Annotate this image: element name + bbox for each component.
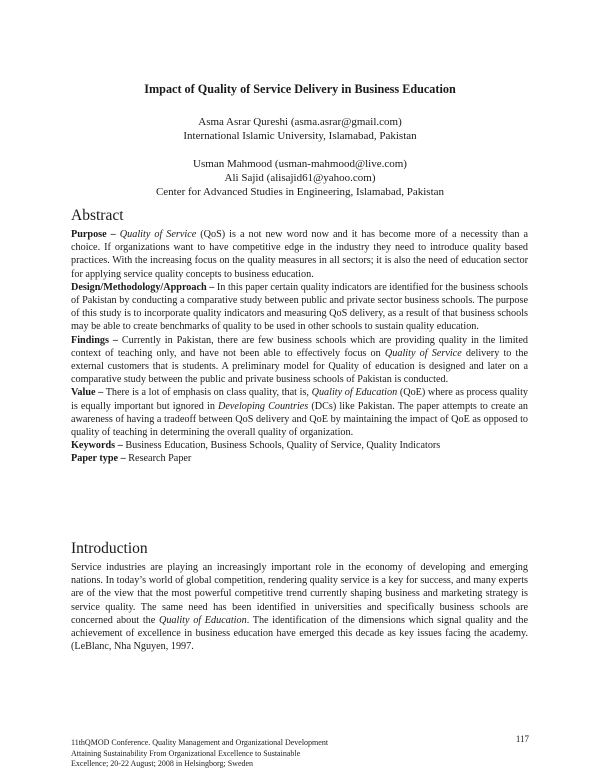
author-2: Usman Mahmood (usman-mahmood@live.com): [193, 158, 407, 170]
introduction-heading: Introduction: [71, 540, 148, 557]
affiliation-2: Center for Advanced Studies in Engineering, Islamabad, Pakistan: [155, 186, 445, 198]
introduction-body: [71, 561, 528, 653]
abstract-value: Value – There is a lot of emphasis on class quality, that is, Quality of Education (QoE) where as process quality is equally important but ignored in Developing Countries (DCs) like Pakistan. The paper attempts to create an awareness of having a tradeoff between QoS delivery and QoE by maintaining the impact of QoE as opposed to quality of teaching in determining the overall quality of organization.: [71, 387, 529, 439]
author-1: Asma Asrar Qureshi (asma.asrar@gmail.com): [198, 116, 402, 128]
abstract-heading: Abstract: [71, 207, 124, 224]
abstract-paper-type: Paper type – Research Paper: [71, 453, 192, 465]
abstract-keywords: Keywords – Business Education, Business Schools, Quality of Service, Quality Indicators: [71, 440, 441, 452]
affiliation-1: International Islamic University, Islamabad, Pakistan: [183, 130, 417, 142]
introduction-paragraph: Service industries are playing an increasingly important role in the economy of developing and emerging nations. In today’s world of global competition, rendering quality service is a key for success, and many experts are of the view that the most powerful competitive trend currently shaping business and marketing strategy is service quality. The same need has been identified in universities and specifically business schools are concerned about the Quality of Education. The identification of the dimensions which signal quality and the achievement of excellence in business education have emerged this decade as key issues facing the academy. (LeBlanc, Nha Nguyen, 1997.: [71, 562, 528, 653]
footer: [71, 738, 431, 770]
paper-title: Impact of Quality of Service Delivery in Business Education: [144, 82, 456, 96]
author-3: Ali Sajid (alisajid61@yahoo.com): [224, 172, 376, 184]
footer-line-3: Excellence; 20-22 August; 2008 in Helsingborg; Sweden: [71, 759, 254, 768]
footer-line-2: Attaining Sustainability From Organizational Excellence to Sustainable: [71, 748, 301, 758]
author-block: [72, 115, 528, 199]
abstract-body: [71, 228, 528, 466]
abstract-purpose: Purpose – Quality of Service (QoS) is a not new word now and it has become more of a necessity than a choice. If organizations want to have competitive edge in the industry they need to introduce quality based practices. With the increasing focus on the quality measures in all sectors; it is also the need of education sector for applying service quality concepts to business education.: [71, 229, 528, 280]
abstract-design: Design/Methodology/Approach – In this paper certain quality indicators are identified for the business schools of Pakistan by conducting a comparative study between public and private sector business schools. The purpose of this study is to incorporate quality indicators and measuring QoS delivery, as a result of that business schools may be able to create benchmarks of quality to be used in other schools to sustain quality education.: [71, 281, 529, 333]
abstract-findings: Findings – Currently in Pakistan, there are few business schools which are providing quality in the limited context of teaching only, and have not been able to effectively focus on Quality of Service delivery to the external customers that is students. A preliminary model for Quality of education is designed and later on a comparative study between the public and private business schools of Pakistan is conducted.: [71, 334, 528, 386]
footer-line-1: 11thQMOD Conference. Quality Management and Organizational Development: [71, 738, 329, 747]
page-number: 117: [515, 734, 529, 744]
